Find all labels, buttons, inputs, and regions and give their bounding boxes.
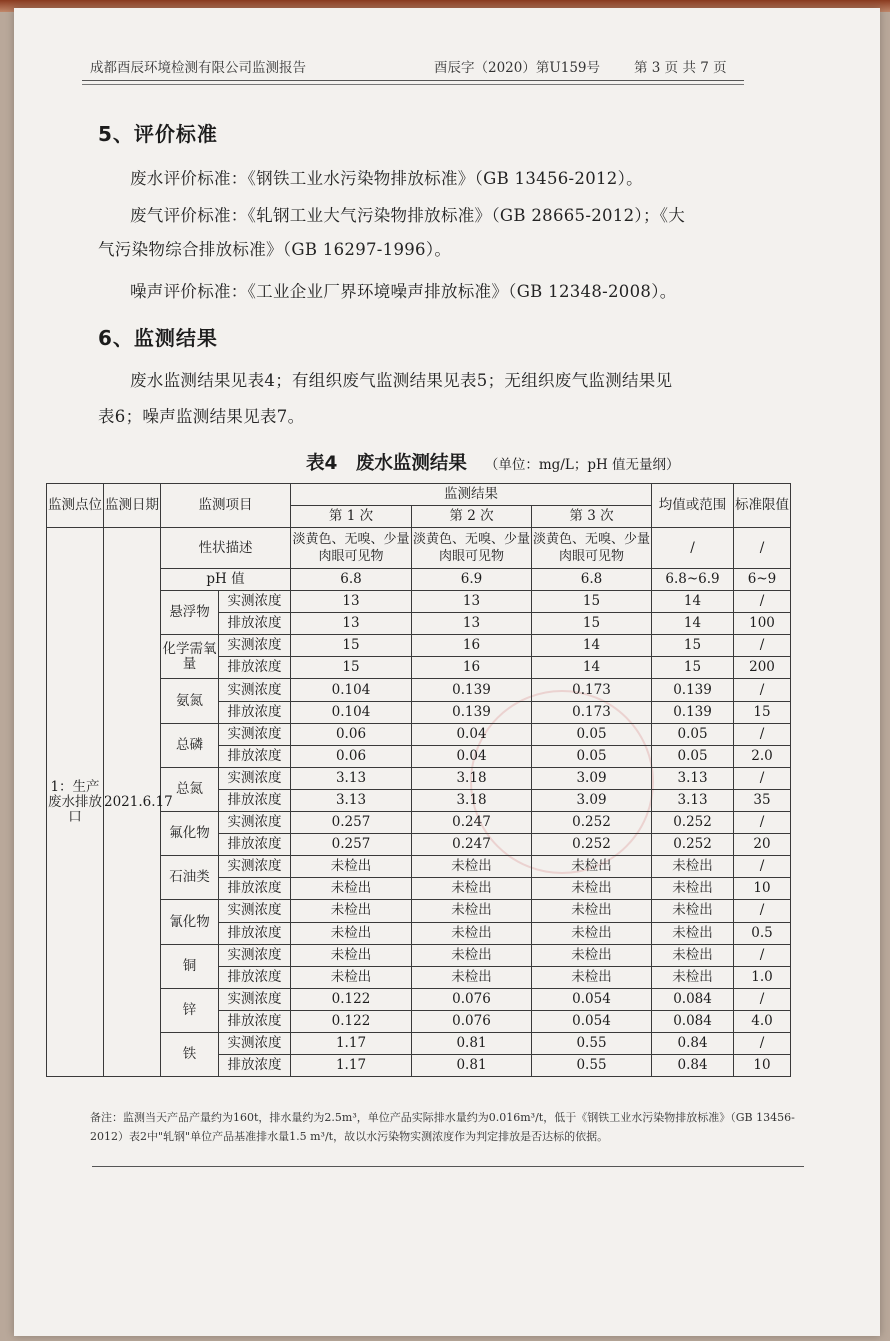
- cell-kind: 排放浓度: [219, 613, 291, 635]
- cell-ph-r1: 6.8: [291, 569, 412, 591]
- cell-r2: 未检出: [412, 856, 532, 878]
- noise-standard: 噪声评价标准：《工业企业厂界环境噪声排放标准》（GB 12348-2008）。: [130, 282, 677, 301]
- cell-kind: 排放浓度: [219, 834, 291, 856]
- cell-r2: 0.81: [412, 1032, 532, 1054]
- cell-r3: 15: [532, 591, 652, 613]
- header-run-1: 第 1 次: [291, 506, 412, 528]
- cell-r3: 0.55: [532, 1032, 652, 1054]
- cell-kind: 排放浓度: [219, 966, 291, 988]
- cell-r2: 未检出: [412, 922, 532, 944]
- cell-kind: 实测浓度: [219, 900, 291, 922]
- cell-r1: 未检出: [291, 878, 412, 900]
- cell-ph-r2: 6.9: [412, 569, 532, 591]
- cell-r1: 未检出: [291, 966, 412, 988]
- cell-r3: 未检出: [532, 944, 652, 966]
- cell-r2: 0.139: [412, 679, 532, 701]
- header-page-number: 第 3 页 共 7 页: [634, 60, 727, 76]
- cell-kind: 排放浓度: [219, 789, 291, 811]
- cell-mean: 14: [652, 591, 734, 613]
- table-caption: [306, 449, 680, 475]
- cell-mean: 3.13: [652, 767, 734, 789]
- cell-limit: /: [734, 856, 791, 878]
- cell-r2: 未检出: [412, 900, 532, 922]
- cell-r1: 0.257: [291, 834, 412, 856]
- results-line1: 废水监测结果见表4；有组织废气监测结果见表5；无组织废气监测结果见: [130, 371, 673, 390]
- cell-r1: 未检出: [291, 922, 412, 944]
- cell-r1: 15: [291, 657, 412, 679]
- cell-mean: 未检出: [652, 856, 734, 878]
- cell-r3: 3.09: [532, 767, 652, 789]
- cell-mean: 0.05: [652, 745, 734, 767]
- cell-r3: 14: [532, 635, 652, 657]
- cell-limit: 10: [734, 878, 791, 900]
- cell-mean: 0.252: [652, 834, 734, 856]
- cell-r1: 1.17: [291, 1032, 412, 1054]
- cell-r2: 未检出: [412, 944, 532, 966]
- cell-r3: 未检出: [532, 878, 652, 900]
- header-company: 成都酉辰环境检测有限公司监测报告: [90, 60, 306, 76]
- cell-parameter-name: 总磷: [161, 723, 219, 767]
- cell-mean: 15: [652, 657, 734, 679]
- wastewater-results-table: [46, 483, 791, 1077]
- cell-limit: 10: [734, 1055, 791, 1077]
- cell-limit: 15: [734, 701, 791, 723]
- cell-limit: 2.0: [734, 745, 791, 767]
- footer-rule: [92, 1166, 804, 1167]
- cell-limit: /: [734, 723, 791, 745]
- cell-r3: 0.252: [532, 812, 652, 834]
- cell-limit: 200: [734, 657, 791, 679]
- cell-desc-r1: 淡黄色、无嗅、少量肉眼可见物: [291, 528, 412, 569]
- cell-r3: 0.173: [532, 679, 652, 701]
- cell-limit: 1.0: [734, 966, 791, 988]
- gas-standard-line1: 废气评价标准：《轧钢工业大气污染物排放标准》（GB 28665-2012）；《大: [130, 206, 686, 225]
- cell-desc-limit: /: [734, 528, 791, 569]
- cell-ph-limit: 6~9: [734, 569, 791, 591]
- header-point: 监测点位: [47, 484, 104, 528]
- cell-r3: 14: [532, 657, 652, 679]
- cell-desc-r3: 淡黄色、无嗅、少量肉眼可见物: [532, 528, 652, 569]
- cell-mean: 0.139: [652, 701, 734, 723]
- cell-r1: 13: [291, 591, 412, 613]
- cell-r2: 16: [412, 635, 532, 657]
- cell-r2: 3.18: [412, 767, 532, 789]
- cell-kind: 排放浓度: [219, 701, 291, 723]
- cell-r2: 0.81: [412, 1055, 532, 1077]
- cell-r3: 0.252: [532, 834, 652, 856]
- cell-limit: /: [734, 1032, 791, 1054]
- cell-limit: /: [734, 767, 791, 789]
- cell-mean: 0.139: [652, 679, 734, 701]
- cell-r3: 未检出: [532, 856, 652, 878]
- table-note: 备注：监测当天产品产量约为160t，排水量约为2.5m³，单位产品实际排水量约为0.016m³/t，低于《钢铁工业水污染物排放标准》（GB 13456-2012）表2中"轧钢"单位产品基准排水量1.5 m³/t，故以水污染物实测浓度作为判定排放是否达标的依据。: [90, 1111, 795, 1143]
- cell-ph-mean: 6.8~6.9: [652, 569, 734, 591]
- cell-r3: 未检出: [532, 966, 652, 988]
- cell-limit: 0.5: [734, 922, 791, 944]
- cell-parameter-name: 铜: [161, 944, 219, 988]
- cell-limit: /: [734, 635, 791, 657]
- header-run-2: 第 2 次: [412, 506, 532, 528]
- cell-kind: 排放浓度: [219, 878, 291, 900]
- cell-r2: 0.04: [412, 723, 532, 745]
- cell-r1: 未检出: [291, 944, 412, 966]
- cell-r2: 未检出: [412, 878, 532, 900]
- cell-kind: 实测浓度: [219, 988, 291, 1010]
- table-row-description: [47, 528, 791, 569]
- cell-r1: 0.06: [291, 723, 412, 745]
- cell-mean: 未检出: [652, 944, 734, 966]
- cell-r1: 未检出: [291, 900, 412, 922]
- cell-kind: 实测浓度: [219, 591, 291, 613]
- header-rule: [82, 80, 744, 81]
- wastewater-standard: 废水评价标准：《钢铁工业水污染物排放标准》（GB 13456-2012）。: [130, 169, 643, 188]
- cell-limit: 4.0: [734, 1010, 791, 1032]
- cell-parameter-name: 铁: [161, 1032, 219, 1076]
- cell-kind: 实测浓度: [219, 679, 291, 701]
- cell-limit: 35: [734, 789, 791, 811]
- cell-mean: 未检出: [652, 900, 734, 922]
- cell-limit: /: [734, 812, 791, 834]
- cell-r3: 0.054: [532, 988, 652, 1010]
- cell-parameter-name: 悬浮物: [161, 591, 219, 635]
- header-limit: 标准限值: [734, 484, 791, 528]
- cell-kind: 实测浓度: [219, 767, 291, 789]
- cell-r2: 0.04: [412, 745, 532, 767]
- table-header-row: [47, 484, 791, 506]
- cell-ph-item: pH 值: [161, 569, 291, 591]
- cell-limit: /: [734, 591, 791, 613]
- header-run-3: 第 3 次: [532, 506, 652, 528]
- cell-r3: 15: [532, 613, 652, 635]
- cell-r1: 15: [291, 635, 412, 657]
- cell-mean: 15: [652, 635, 734, 657]
- cell-r1: 0.06: [291, 745, 412, 767]
- header-item: 监测项目: [161, 484, 291, 528]
- cell-mean: 0.84: [652, 1032, 734, 1054]
- cell-r3: 未检出: [532, 922, 652, 944]
- cell-kind: 排放浓度: [219, 657, 291, 679]
- cell-kind: 实测浓度: [219, 944, 291, 966]
- cell-r1: 0.104: [291, 701, 412, 723]
- cell-kind: 实测浓度: [219, 856, 291, 878]
- cell-mean: 未检出: [652, 922, 734, 944]
- cell-kind: 排放浓度: [219, 745, 291, 767]
- cell-ph-r3: 6.8: [532, 569, 652, 591]
- cell-r2: 13: [412, 613, 532, 635]
- cell-limit: /: [734, 988, 791, 1010]
- cell-mean: 14: [652, 613, 734, 635]
- header-results: 监测结果: [291, 484, 652, 506]
- cell-r1: 1.17: [291, 1055, 412, 1077]
- cell-kind: 排放浓度: [219, 1010, 291, 1032]
- header-report-number: 酉辰字（2020）第U159号: [434, 60, 601, 76]
- cell-parameter-name: 锌: [161, 988, 219, 1032]
- cell-monitoring-date: 2021.6.17: [104, 528, 161, 1077]
- cell-r2: 0.076: [412, 1010, 532, 1032]
- cell-parameter-name: 化学需氧量: [161, 635, 219, 679]
- cell-r1: 0.257: [291, 812, 412, 834]
- cell-limit: 100: [734, 613, 791, 635]
- section-5-title: 5、评价标准: [98, 122, 218, 146]
- cell-mean: 0.084: [652, 1010, 734, 1032]
- cell-r1: 3.13: [291, 789, 412, 811]
- cell-parameter-name: 总氮: [161, 767, 219, 811]
- gas-standard-line2: 气污染物综合排放标准》（GB 16297-1996）。: [98, 240, 452, 259]
- cell-r2: 0.247: [412, 812, 532, 834]
- cell-desc-item: 性状描述: [161, 528, 291, 569]
- cell-r2: 0.139: [412, 701, 532, 723]
- table-unit: （单位：mg/L；pH 值无量纲）: [484, 457, 680, 473]
- cell-r2: 13: [412, 591, 532, 613]
- cell-r1: 13: [291, 613, 412, 635]
- cell-r3: 0.05: [532, 745, 652, 767]
- cell-r2: 16: [412, 657, 532, 679]
- header-mean: 均值或范围: [652, 484, 734, 528]
- cell-monitoring-point: 1：生产废水排放口: [47, 528, 104, 1077]
- cell-limit: /: [734, 944, 791, 966]
- cell-r1: 0.104: [291, 679, 412, 701]
- cell-r2: 3.18: [412, 789, 532, 811]
- cell-r3: 0.55: [532, 1055, 652, 1077]
- cell-kind: 排放浓度: [219, 922, 291, 944]
- cell-r3: 0.173: [532, 701, 652, 723]
- cell-desc-mean: /: [652, 528, 734, 569]
- cell-limit: /: [734, 679, 791, 701]
- cell-r1: 未检出: [291, 856, 412, 878]
- cell-r3: 0.05: [532, 723, 652, 745]
- table-title: 表4 废水监测结果: [306, 453, 467, 474]
- cell-mean: 3.13: [652, 789, 734, 811]
- cell-mean: 0.84: [652, 1055, 734, 1077]
- cell-mean: 未检出: [652, 966, 734, 988]
- cell-mean: 未检出: [652, 878, 734, 900]
- cell-r2: 未检出: [412, 966, 532, 988]
- cell-mean: 0.084: [652, 988, 734, 1010]
- cell-parameter-name: 氰化物: [161, 900, 219, 944]
- results-line2: 表6；噪声监测结果见表7。: [98, 407, 305, 426]
- cell-r2: 0.076: [412, 988, 532, 1010]
- section-6-title: 6、监测结果: [98, 326, 218, 350]
- cell-mean: 0.252: [652, 812, 734, 834]
- cell-kind: 排放浓度: [219, 1055, 291, 1077]
- header-date: 监测日期: [104, 484, 161, 528]
- header-rule-thin: [82, 84, 744, 85]
- cell-limit: /: [734, 900, 791, 922]
- cell-r1: 0.122: [291, 988, 412, 1010]
- cell-r1: 3.13: [291, 767, 412, 789]
- cell-r3: 未检出: [532, 900, 652, 922]
- cell-mean: 0.05: [652, 723, 734, 745]
- cell-kind: 实测浓度: [219, 812, 291, 834]
- cell-parameter-name: 氟化物: [161, 812, 219, 856]
- cell-r2: 0.247: [412, 834, 532, 856]
- cell-r3: 3.09: [532, 789, 652, 811]
- cell-kind: 实测浓度: [219, 723, 291, 745]
- cell-r3: 0.054: [532, 1010, 652, 1032]
- cell-parameter-name: 石油类: [161, 856, 219, 900]
- cell-kind: 实测浓度: [219, 635, 291, 657]
- cell-limit: 20: [734, 834, 791, 856]
- cell-r1: 0.122: [291, 1010, 412, 1032]
- cell-kind: 实测浓度: [219, 1032, 291, 1054]
- cell-parameter-name: 氨氮: [161, 679, 219, 723]
- table-body: [47, 484, 791, 1077]
- cell-desc-r2: 淡黄色、无嗅、少量肉眼可见物: [412, 528, 532, 569]
